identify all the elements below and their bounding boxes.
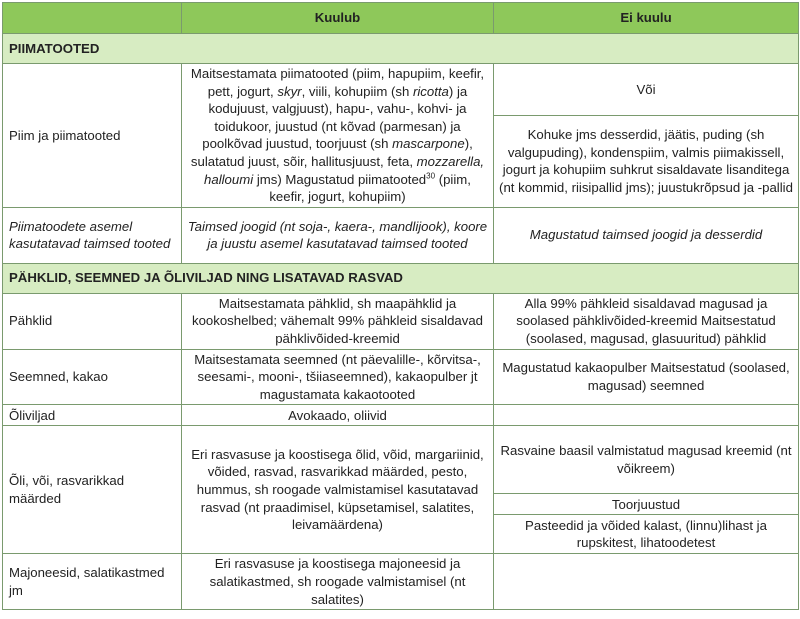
section-title-nuts: PÄHKLID, SEEMNED JA ÕLIVILJAD NING LISATAVAD RASVAD (3, 263, 799, 293)
table-row-nuts (3, 293, 799, 349)
table-row-oilfruit (3, 405, 799, 426)
text: , viili, kohupiim (sh (301, 83, 413, 99)
cell-seeds-excludes: Magustatud kakaopulber Maitsestatud (soolased, magusad) seemned (494, 349, 799, 405)
table-row-milk (3, 64, 799, 116)
table-row-oils (3, 426, 799, 494)
cell-plant-includes: Taimsed joogid (nt soja-, kaera-, mandlijook), koore ja juustu asemel kasutatavad taimsed tooted (182, 207, 494, 263)
section-title-dairy: PIIMATOOTED (3, 34, 799, 64)
cell-oilfruit-includes: Avokaado, oliivid (182, 405, 494, 426)
text-mascarpone: mascarpone (392, 136, 465, 152)
header-excludes: Ei kuulu (494, 3, 799, 34)
cell-oils-excludes-1: Rasvaine baasil valmistatud magusad kreemid (nt võikreem) (494, 426, 799, 494)
cell-oils-includes: Eri rasvasuse ja koostisega õlid, võid, margariinid, võided, rasvad, rasvarikkad määrded, pesto, hummus, sh roogade valmistamisel kasutatavad rasvad (nt praadimisel, küpsetamisel, salatites, leivamäärdena) (182, 426, 494, 554)
cell-plant-excludes: Magustatud taimsed joogid ja desserdid (494, 207, 799, 263)
cell-milk-excludes-2: Kohuke jms desserdid, jäätis, puding (sh valgupuding), kondenspiim, valmis piimakissell, jogurt ja kohupiim suhkrut sisaldavate lisanditega (nt kommid, riisipallid jms); juustukrõpsud ja -pallid (494, 116, 799, 208)
text-ricotta: ricotta (412, 83, 449, 99)
cell-oils-excludes-3: Pasteedid ja võided kalast, (linnu)lihast ja rupskitest, lihatoodetest (494, 515, 799, 554)
row-label-plant: Piimatoodete asemel kasutatavad taimsed tooted (3, 207, 182, 263)
row-label-mayo: Majoneesid, salatikastmed jm (3, 554, 182, 610)
cell-nuts-includes: Maitsestamata pähklid, sh maapähklid ja kookoshelbed; vähemalt 99% pähkleid sisaldavad pähklivõided-kreemid (182, 293, 494, 349)
row-label-milk: Piim ja piimatooted (3, 64, 182, 208)
text: jms) Magustatud piimatooted (253, 171, 427, 187)
row-label-nuts: Pähklid (3, 293, 182, 349)
text-skyr: skyr (277, 83, 302, 99)
section-row-dairy (3, 34, 799, 64)
section-row-nuts (3, 263, 799, 293)
header-empty-cell (3, 3, 182, 34)
text: ) ja kodujuust, valgjuust), hapu-, vahu-, kohvi- ja toidukoor, juustud (nt kõvad (parmesan) ja poolkõvad juustud, toorjuust (sh (202, 83, 468, 152)
header-includes: Kuulub (182, 3, 494, 34)
row-label-oilfruit: Õliviljad (3, 405, 182, 426)
text-mozzarella: mozzarella, halloumi (204, 153, 485, 187)
cell-oilfruit-excludes (494, 405, 799, 426)
cell-milk-excludes-1: Või (494, 64, 799, 116)
row-label-seeds: Seemned, kakao (3, 349, 182, 405)
text: ), sulatatud juust, sõir, hallitusjuust, feta, (190, 136, 473, 169)
table-row-plant (3, 207, 799, 263)
text: Maitsestamata piimatooted (piim, hapupiim, keefir, pett, jogurt, (190, 66, 485, 99)
text: (piim, keefir, jogurt, kohupiim) (269, 171, 471, 205)
cell-milk-includes (182, 64, 494, 208)
cell-mayo-excludes (494, 554, 799, 610)
cell-seeds-includes: Maitsestamata seemned (nt päevalille-, kõrvitsa-, seesami-, mooni-, tšiiaseemned), kakaopulber jt magustamata kakaotooted (182, 349, 494, 405)
footnote-ref: 30 (426, 171, 436, 181)
cell-mayo-includes: Eri rasvasuse ja koostisega majoneesid ja salatikastmed, sh roogade valmistamisel (nt salatites) (182, 554, 494, 610)
row-label-oils: Õli, või, rasvarikkad määrded (3, 426, 182, 554)
food-classification-table (2, 2, 799, 610)
cell-nuts-excludes: Alla 99% pähkleid sisaldavad magusad ja soolased pähklivõided-kreemid Maitsestatud (soolased, magusad, glasuuritud) pähklid (494, 293, 799, 349)
table-row-mayo (3, 554, 799, 610)
cell-oils-excludes-2: Toorjuustud (494, 494, 799, 515)
table-row-seeds (3, 349, 799, 405)
header-row (3, 3, 799, 34)
